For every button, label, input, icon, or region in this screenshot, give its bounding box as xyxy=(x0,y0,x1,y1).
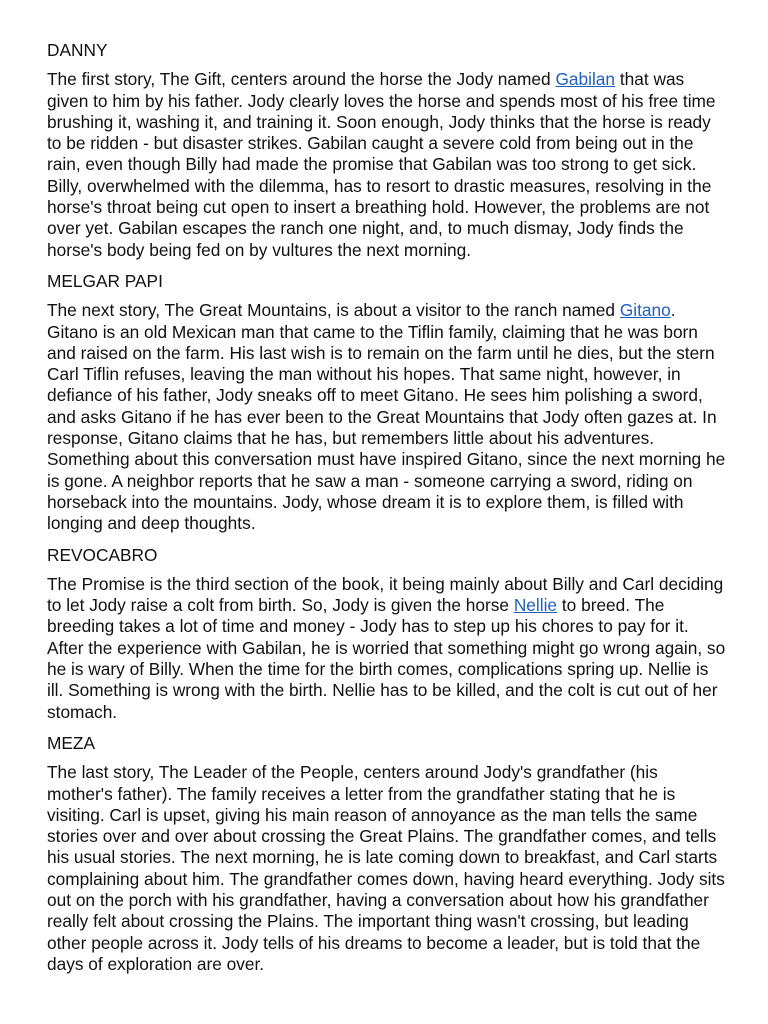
paragraph-text: The Promise is the third section of the book, it being mainly about Billy and Carl deciding to let Jody raise a colt from birth. So, Jody is given the horse xyxy=(47,573,724,616)
section-meza xyxy=(47,733,727,975)
section-revocabro xyxy=(47,545,727,723)
section-paragraph xyxy=(47,69,727,261)
paragraph-text: . Gitano is an old Mexican man that came to the Tiflin family, claiming that he was born and raised on the farm. His last wish is to remain on the farm until he dies, but the stern Carl Tiflin refuses, leaving the man without his hopes. That same night, however, in defiance of his father, Jody sneaks off to meet Gitano. He sees him polishing a sword, and asks Gitano if he has ever been to the Great Mountains that Jody often gazes at. In response, Gitano claims that he has, but remembers little about his adventures. Something about this conversation must have inspired Gitano, since the next morning he is gone. A neighbor reports that he saw a man - someone carrying a sword, riding on horseback into the mountains. Jody, whose dream it is to explore them, is filled with longing and deep thoughts. xyxy=(47,300,726,534)
section-paragraph xyxy=(47,300,727,534)
section-melgar-papi xyxy=(47,271,727,535)
section-heading: REVOCABRO xyxy=(47,544,158,565)
paragraph-text: The first story, The Gift, centers around the horse the Jody named xyxy=(47,69,556,90)
section-heading: MELGAR PAPI xyxy=(47,270,163,291)
nellie-link[interactable]: Nellie xyxy=(513,595,558,616)
paragraph-text: that was given to him by his father. Jody clearly loves the horse and spends most of his free time brushing it, washing it, and training it. Soon enough, Jody thinks that the horse is ready to be ridden - but disaster strikes. Gabilan caught a severe cold from being out in the rain, even though Billy had made the promise that Gabilan was too strong to get sick. Billy, overwhelmed with the dilemma, has to resort to drastic measures, resolving in the horse's throat being cut open to insert a breathing hold. However, the problems are not over yet. Gabilan escapes the ranch one night, and, to much dismay, Jody finds the horse's body being fed on by vultures the next morning. xyxy=(47,69,716,260)
section-paragraph xyxy=(47,762,727,975)
section-heading: MEZA xyxy=(47,732,96,753)
paragraph-text: to breed. The breeding takes a lot of time and money - Jody has to step up his chores to pay for it. After the experience with Gabilan, he is worried that something might go wrong again, so he is wary of Billy. When the time for the birth comes, complications spring up. Nellie is ill. Something is wrong with the birth. Nellie has to be killed, and the colt is cut out of her stomach. xyxy=(47,595,726,722)
paragraph-text: The last story, The Leader of the People, centers around Jody's grandfather (his mother's father). The family receives a letter from the grandfather stating that he is visiting. Carl is upset, giving his main reason of annoyance as the man tells the same stories over and over about crossing the Great Plains. The grandfather comes, and tells his usual stories. The next morning, he is late coming down to breakfast, and Carl starts complaining about him. The grandfather comes down, having heard everything. Jody sits out on the porch with his grandfather, having a conversation about how his grandfather really felt about crossing the Plains. The important thing wasn't crossing, but leading other people across it. Jody tells of his dreams to become a leader, but is told that the days of exploration are over. xyxy=(47,762,725,974)
gabilan-link[interactable]: Gabilan xyxy=(555,69,616,90)
section-paragraph xyxy=(47,574,727,723)
gitano-link[interactable]: Gitano xyxy=(619,300,671,321)
section-heading: DANNY xyxy=(47,40,108,60)
section-danny xyxy=(47,40,727,261)
document-content xyxy=(47,40,727,985)
paragraph-text: The next story, The Great Mountains, is about a visitor to the ranch named xyxy=(47,300,620,321)
